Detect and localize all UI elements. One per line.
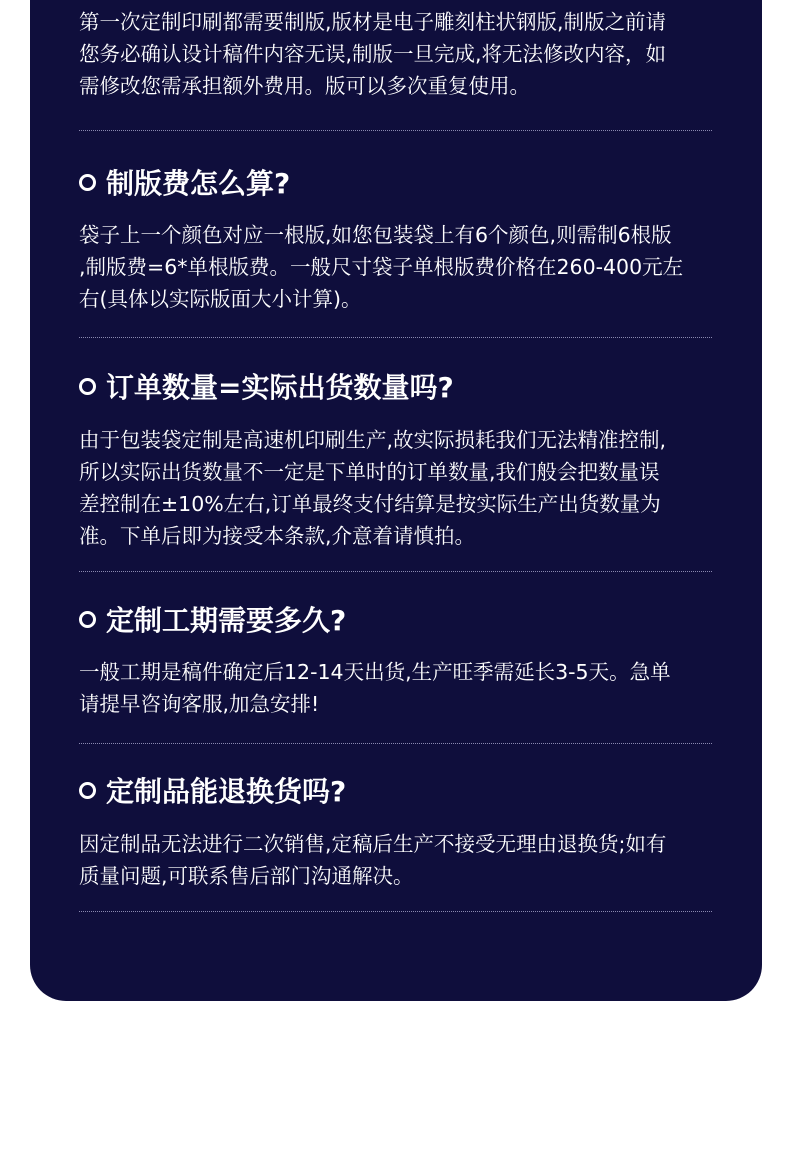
dotted-divider (79, 743, 712, 744)
paragraph-line: 质量问题,可联系售后部门沟通解决。 (79, 864, 414, 888)
circle-bullet-icon (79, 174, 96, 191)
faq-question-plate-fee (79, 162, 290, 202)
paragraph-line: 一般工期是稿件确定后12-14天出货,生产旺季需延长3-5天。急单 (79, 660, 671, 684)
paragraph-line: 差控制在±10%左右,订单最终支付结算是按实际生产出货数量为 (79, 492, 661, 516)
intro-paragraph (79, 6, 719, 102)
paragraph-line: ,制版费=6*单根版费。一般尺寸袋子单根版费价格在260-400元左 (79, 255, 684, 279)
paragraph-line: 所以实际出货数量不一定是下单时的订单数量,我们般会把数量误 (79, 460, 660, 484)
circle-bullet-icon (79, 782, 96, 799)
paragraph-line: 请提早咨询客服,加急安排! (79, 692, 320, 716)
paragraph-line: 袋子上一个颜色对应一根版,如您包装袋上有6个颜色,则需制6根版 (79, 223, 672, 247)
faq-question-text: 订单数量=实际出货数量吗? (106, 371, 454, 404)
faq-question-lead-time (79, 599, 346, 639)
faq-answer-plate-fee (79, 219, 719, 315)
faq-answer-returns (79, 828, 719, 892)
faq-question-order-quantity (79, 366, 454, 406)
paragraph-line: 您务必确认设计稿件内容无误,制版一旦完成,将无法修改内容，如 (79, 42, 667, 66)
faq-question-text: 定制品能退换货吗? (106, 775, 347, 808)
paragraph-line: 右(具体以实际版面大小计算)。 (79, 287, 362, 311)
faq-question-returns (79, 770, 346, 810)
circle-bullet-icon (79, 611, 96, 628)
faq-question-text: 定制工期需要多久? (106, 604, 347, 637)
dotted-divider (79, 911, 712, 912)
paragraph-line: 因定制品无法进行二次销售,定稿后生产不接受无理由退换货;如有 (79, 832, 667, 856)
paragraph-line: 第一次定制印刷都需要制版,版材是电子雕刻柱状钢版,制版之前请 (79, 10, 667, 34)
paragraph-line: 由于包装袋定制是高速机印刷生产,故实际损耗我们无法精准控制, (79, 428, 667, 452)
dotted-divider (79, 130, 712, 131)
dotted-divider (79, 571, 712, 572)
dotted-divider (79, 337, 712, 338)
faq-answer-lead-time (79, 656, 719, 720)
circle-bullet-icon (79, 378, 96, 395)
paragraph-line: 需修改您需承担额外费用。版可以多次重复使用。 (79, 74, 530, 98)
paragraph-line: 准。下单后即为接受本条款,介意着请慎拍。 (79, 524, 476, 548)
faq-answer-order-quantity (79, 424, 719, 552)
faq-question-text: 制版费怎么算? (106, 167, 291, 200)
